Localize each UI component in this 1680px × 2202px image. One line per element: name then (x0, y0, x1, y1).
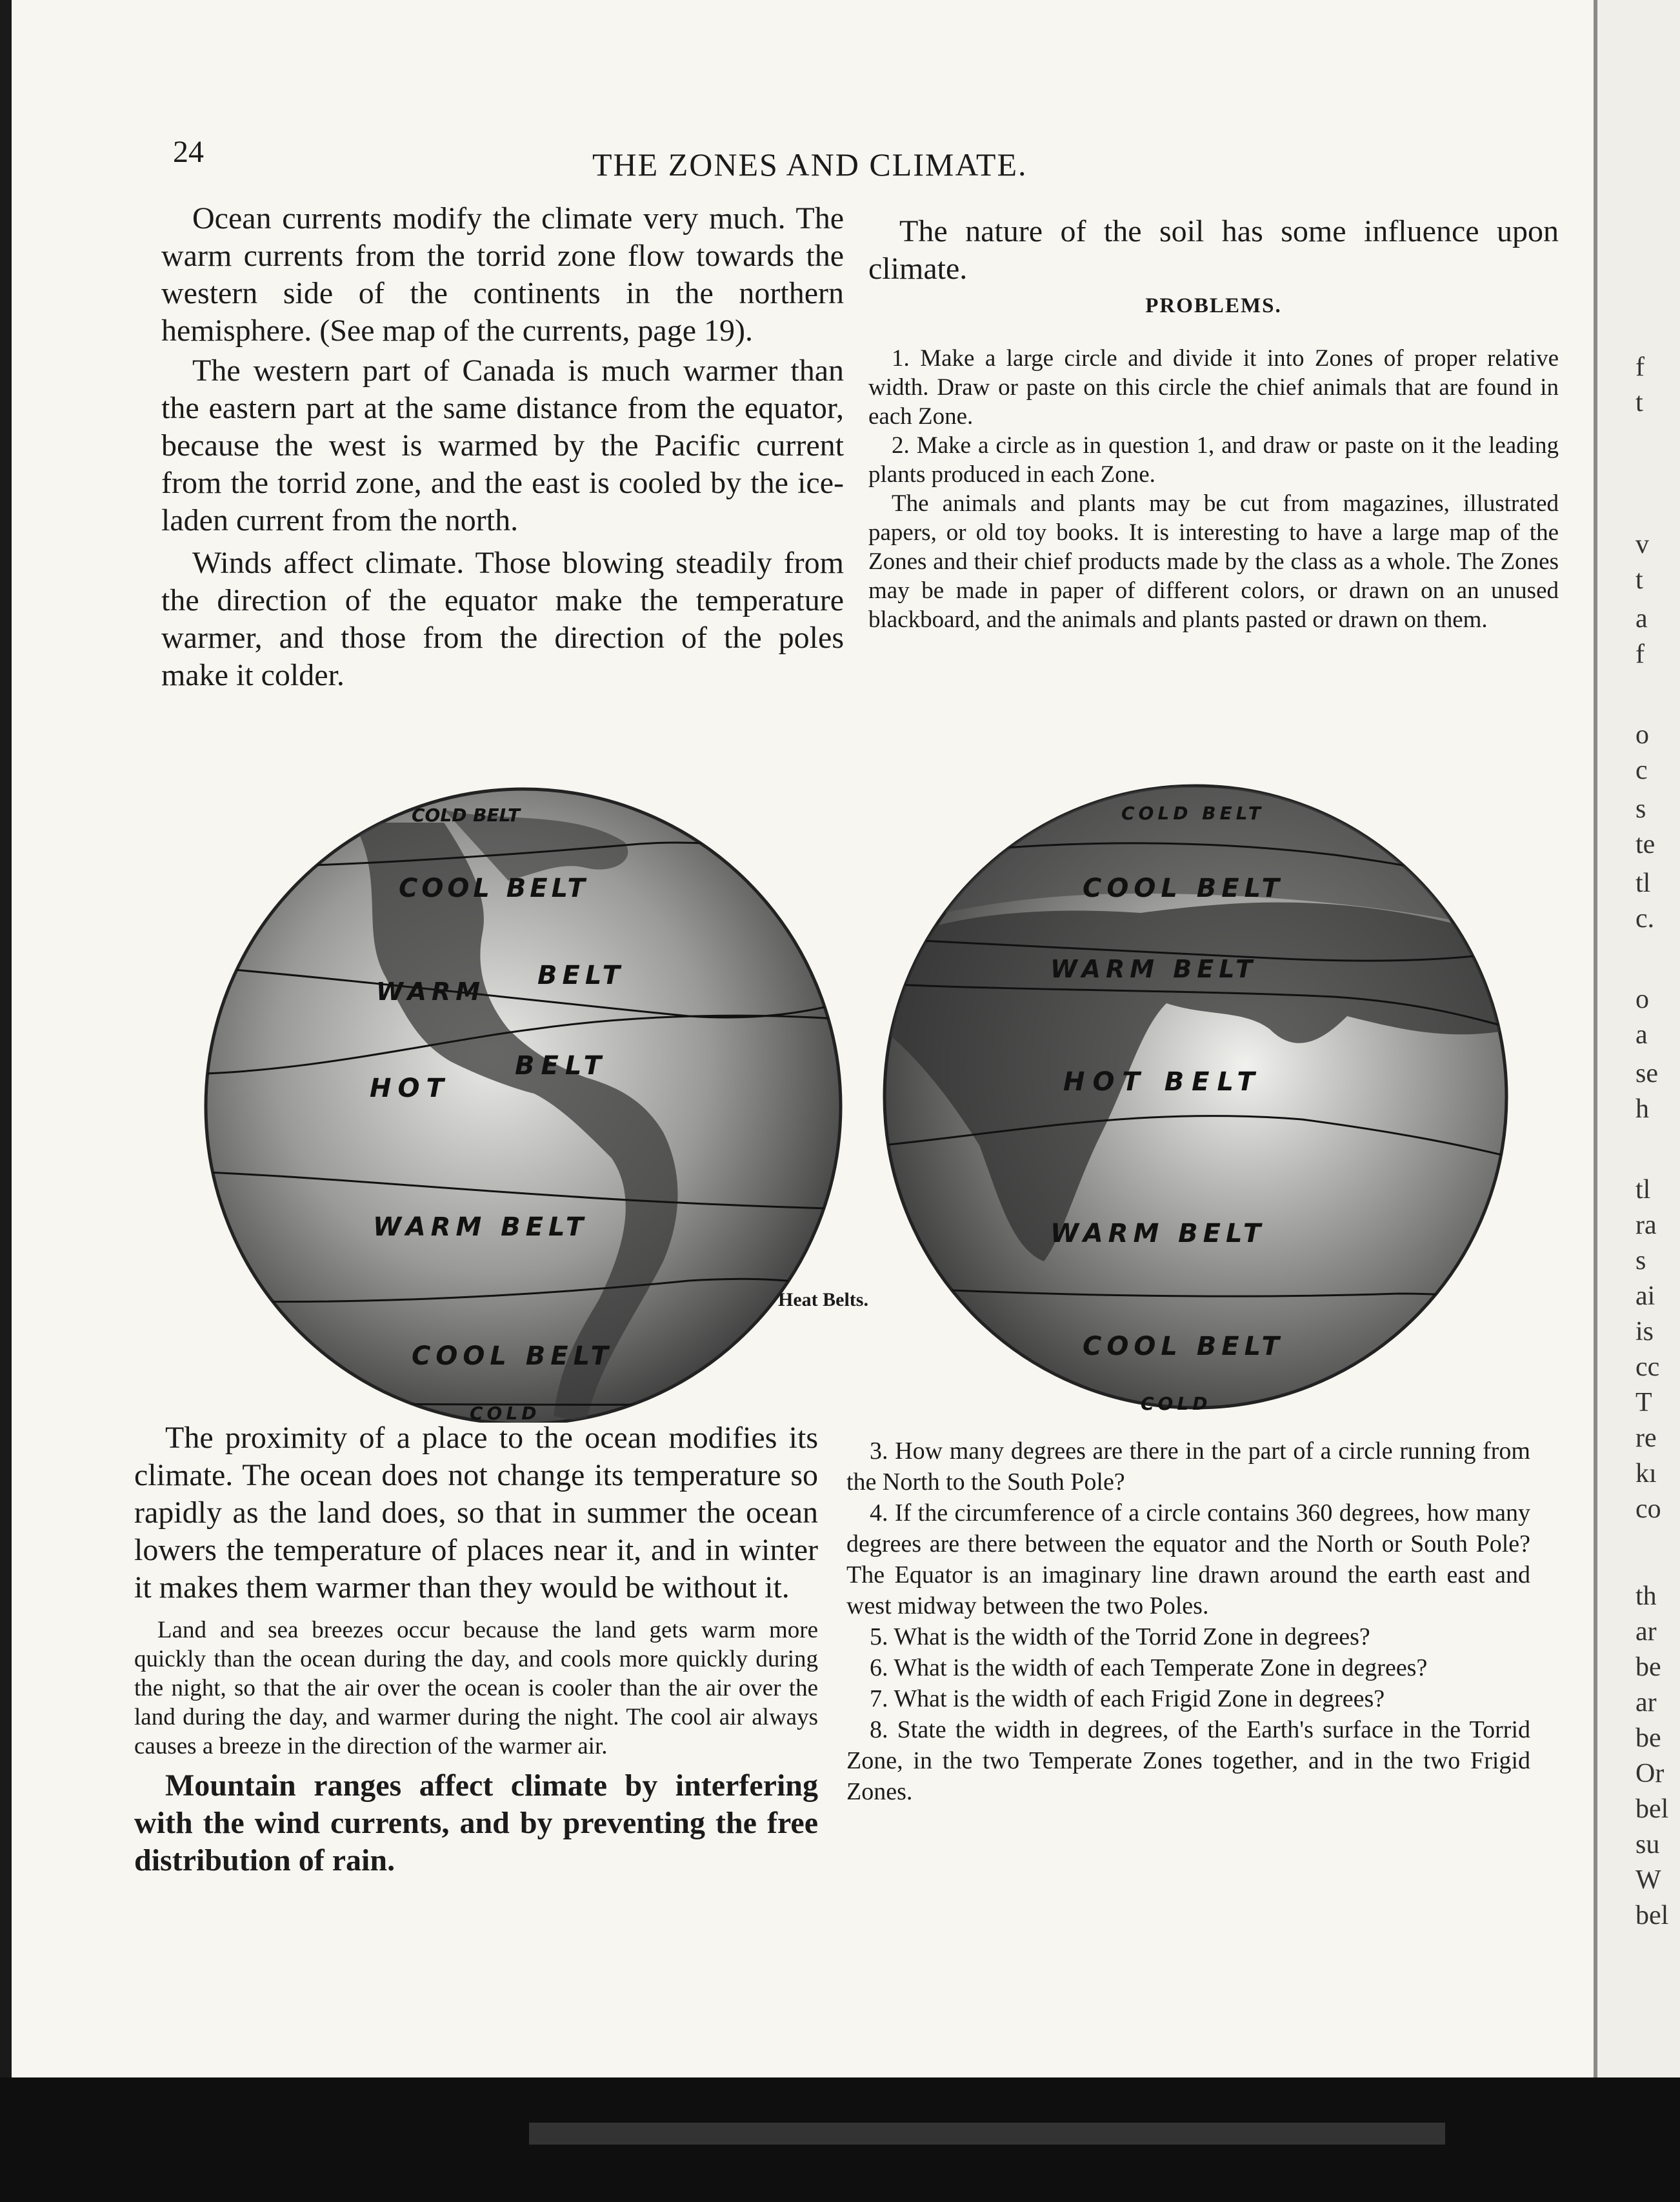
adjacent-text-fragment: o (1635, 985, 1649, 1014)
adjacent-text-fragment: is (1635, 1317, 1654, 1346)
problem-1: 1. Make a large circle and divide it into Zones of proper relative width. Draw or paste on this circle the chief animals that are found in each Zone. (868, 345, 1559, 430)
adjacent-text-fragment: tl (1635, 868, 1651, 898)
label-cool-belt-top: COOL BELT (399, 874, 589, 903)
label-warm-belt-bottom-right: WARM BELT (1050, 1219, 1266, 1248)
paragraph-soil: The nature of the soil has some influence upon climate. (868, 214, 1559, 286)
adjacent-text-fragment: tl (1635, 1175, 1651, 1205)
paragraph-winds: Winds affect climate. Those blowing steadily from the direction of the equator make the temperature warmer, and those from the direction of the poles make it colder. (161, 546, 844, 692)
problem-4: 4. If the circumference of a circle contains 360 degrees, how many degrees are there between the equator and the North or South Pole? The Equator is an imaginary line drawn around the earth east and west midway between the two Poles. (846, 1499, 1530, 1619)
adjacent-text-fragment: bel (1635, 1794, 1669, 1824)
adjacent-text-fragment: ar (1635, 1617, 1657, 1646)
left-top-column (161, 200, 844, 694)
adjacent-text-fragment: kı (1635, 1459, 1657, 1488)
paragraph-canada: The western part of Canada is much warmer than the eastern part at the same distance from the equator, because the west is warmed by the Pacific current from the torrid zone, and the east is cooled by the ice-laden current from the north. (161, 354, 844, 537)
label-cold-belt-top: COLD BELT (412, 805, 520, 826)
label-cool-belt-bottom-right: COOL BELT (1083, 1332, 1285, 1361)
adjacent-text-fragment: th (1635, 1581, 1657, 1611)
adjacent-text-fragment: se (1635, 1059, 1658, 1088)
right-bottom-column (846, 1436, 1530, 1807)
adjacent-text-fragment: bel (1635, 1901, 1669, 1930)
problem-note: The animals and plants may be cut from magazines, illustrated papers, or old toy books. It is interesting to have a large map of the Zones and their chief products made by the class as a whole. The Zones may be made in paper of different colors, or drawn on an unused blackboard, and the animals and plants pasted or drawn on them. (868, 490, 1559, 633)
label-cool-belt-bottom: COOL BELT (412, 1341, 614, 1371)
label-belt-top: BELT (537, 961, 625, 990)
adjacent-text-fragment: c. (1635, 904, 1655, 934)
scan-bottom-edge (0, 2077, 1680, 2202)
adjacent-text-fragment: t (1635, 565, 1643, 595)
book-page (12, 0, 1594, 2202)
paragraph-ocean-proximity: The proximity of a place to the ocean modifies its climate. The ocean does not change its temperature so rapidly as the land does, so that in summer the ocean lowers the temperature of places near it, and in winter it makes them warmer than they would be without it. (134, 1421, 818, 1605)
adjacent-text-fragment: Or (1635, 1759, 1665, 1788)
paragraph-mountain-ranges: Mountain ranges affect climate by interfering with the wind currents, and by preventing the free distribution of rain. (134, 1768, 818, 1877)
page-number: 24 (173, 135, 204, 169)
heat-belts-figure (173, 784, 1554, 1423)
left-globe (173, 789, 883, 1423)
problem-2: 2. Make a circle as in question 1, and draw or paste on it the leading plants produced in each Zone. (868, 432, 1559, 488)
label-hot-belt-right: HOT BELT (1063, 1067, 1263, 1097)
adjacent-text-fragment: W (1635, 1865, 1661, 1895)
problems-heading: PROBLEMS. (1145, 294, 1282, 317)
adjacent-text-fragment: ar (1635, 1688, 1657, 1717)
adjacent-text-fragment: a (1635, 604, 1648, 634)
label-cold-belt-top-right: COLD BELT (1121, 803, 1265, 824)
adjacent-text-fragment: o (1635, 720, 1649, 750)
problem-8: 8. State the width in degrees, of the Earth's surface in the Torrid Zone, in the two Temperate Zones together, and in the two Frigid Zones. (846, 1716, 1530, 1805)
adjacent-text-fragment: s (1635, 794, 1646, 824)
binding-strip (529, 2123, 1445, 2145)
adjacent-text-fragment: su (1635, 1830, 1660, 1859)
adjacent-text-fragment: a (1635, 1020, 1648, 1050)
adjacent-text-fragment: co (1635, 1494, 1661, 1524)
adjacent-text-fragment: f (1635, 352, 1645, 382)
label-cool-belt-top-right: COOL BELT (1083, 874, 1285, 903)
adjacent-text-fragment: c (1635, 756, 1648, 785)
adjacent-text-fragment: v (1635, 530, 1649, 559)
right-globe (883, 786, 1515, 1414)
adjacent-text-fragment: ai (1635, 1281, 1655, 1311)
label-hot: HOT (370, 1074, 450, 1103)
problem-7: 7. What is the width of each Frigid Zone in degrees? (870, 1685, 1385, 1712)
adjacent-text-fragment: T (1635, 1388, 1652, 1417)
paragraph-land-sea-breezes: Land and sea breezes occur because the land gets warm more quickly than the ocean during the day, and cools more quickly during the night, so that the air over the ocean is cooler than the air over the land during the day, and warmer during the night. The cool air always causes a breeze in the direction of the warmer air. (134, 1617, 818, 1759)
adjacent-text-fragment: ra (1635, 1210, 1657, 1240)
adjacent-text-fragment: be (1635, 1723, 1661, 1753)
problem-6: 6. What is the width of each Temperate Zone in degrees? (870, 1654, 1428, 1681)
adjacent-text-fragment: f (1635, 639, 1645, 669)
adjacent-text-fragment: cc (1635, 1352, 1660, 1382)
label-cold-bottom: COLD (470, 1403, 541, 1423)
label-hot-belt: BELT (515, 1051, 608, 1081)
adjacent-text-fragment: te (1635, 830, 1655, 859)
label-cold-bottom-right: COLD (1141, 1393, 1212, 1414)
problem-5: 5. What is the width of the Torrid Zone in degrees? (870, 1623, 1370, 1650)
adjacent-text-fragment: t (1635, 388, 1643, 417)
label-warm-belt-top-right: WARM BELT (1050, 955, 1258, 983)
right-top-column (868, 213, 1559, 634)
problem-3: 3. How many degrees are there in the part of a circle running from the North to the South Pole? (846, 1437, 1530, 1496)
label-warm-belt-bottom: WARM BELT (373, 1212, 589, 1242)
adjacent-text-fragment: re (1635, 1423, 1657, 1453)
left-bottom-column (134, 1419, 818, 1879)
figure-caption: Heat Belts. (778, 1289, 868, 1310)
adjacent-text-fragment: s (1635, 1246, 1646, 1276)
adjacent-text-fragment: h (1635, 1094, 1649, 1124)
adjacent-text-fragment: be (1635, 1652, 1661, 1682)
running-head: THE ZONES AND CLIMATE. (592, 146, 1028, 183)
paragraph-ocean-currents: Ocean currents modify the climate very much. The warm currents from the torrid zone flow towards the western side of the continents in the northern hemisphere. (See map of the currents, page 19). (161, 201, 844, 348)
label-warm-top: WARM (376, 977, 486, 1006)
